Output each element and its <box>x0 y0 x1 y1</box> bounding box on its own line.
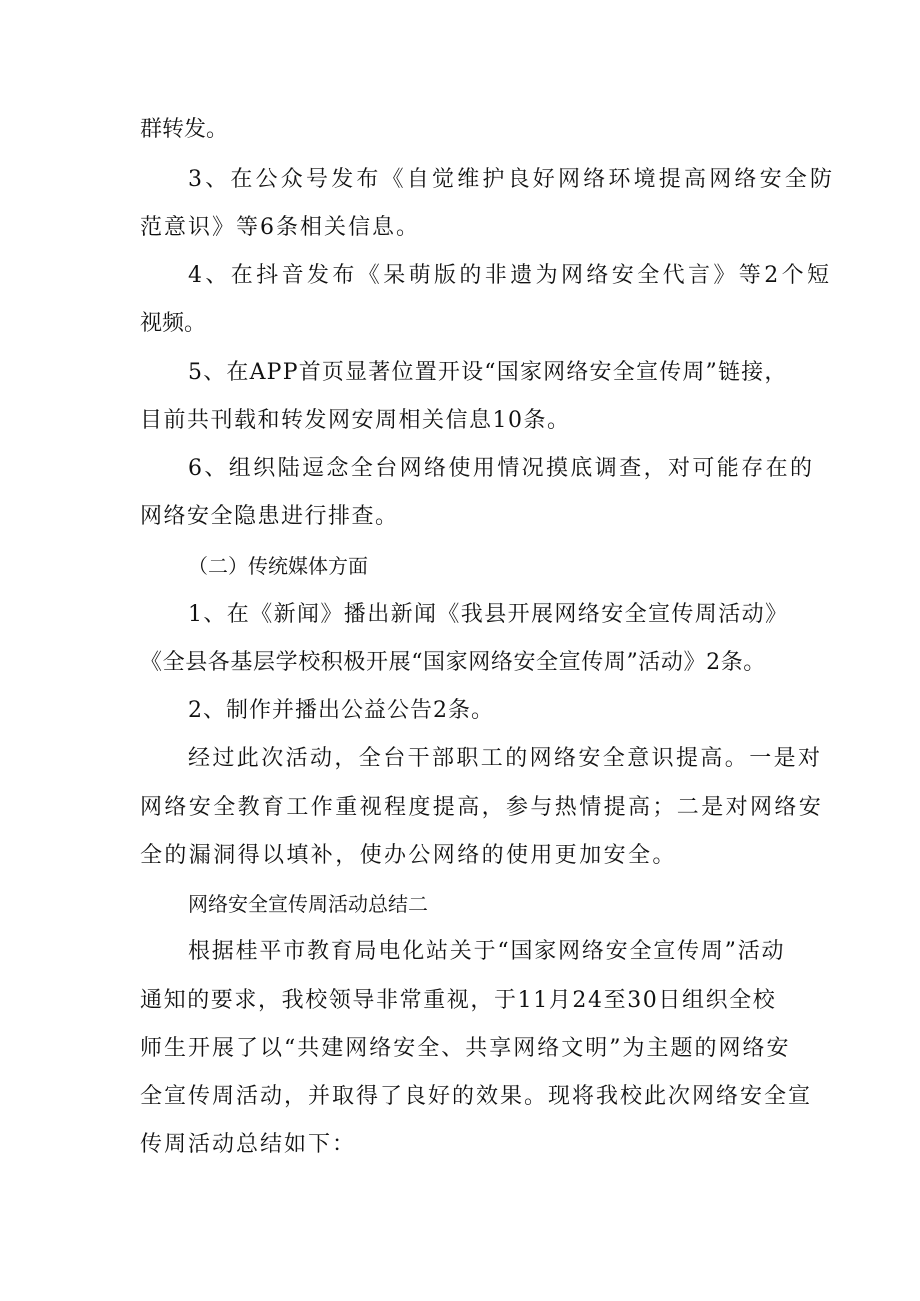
list-item-3-line-1: 3、在公众号发布《自觉维护良好网络环境提高网络安全防 <box>188 167 836 192</box>
list-item-4-line-2: 视频。 <box>140 311 207 336</box>
summary-paragraph-line-3: 全的漏洞得以填补，使办公网络的使用更加安全。 <box>140 843 677 868</box>
intro-paragraph-line-5: 传周活动总结如下： <box>140 1132 357 1157</box>
list-item-1-line-2: 《全县各基层学校积极开展“国家网络安全宣传周”活动》2条。 <box>140 650 766 675</box>
summary-paragraph-line-1: 经过此次活动，全台干部职工的网络安全意识提高。一是对 <box>188 746 823 771</box>
section-heading: （二）传统媒体方面 <box>188 554 368 578</box>
list-item-6-line-1: 6、组织陆逗念全台网络使用情况摸底调查，对可能存在的 <box>188 456 815 481</box>
list-item-5-line-1: 5、在APP首页显著位置开设“国家网络安全宣传周”链接， <box>188 360 788 385</box>
list-item-4-line-1: 4、在抖音发布《呆萌版的非遗为网络安全代言》等2个短 <box>188 263 833 288</box>
intro-paragraph-line-3: 师生开展了以“共建网络安全、共享网络文明”为主题的网络安 <box>140 1036 791 1061</box>
list-item-1-line-1: 1、在《新闻》播出新闻《我县开展网络安全宣传周活动》 <box>188 602 789 627</box>
intro-paragraph-line-1: 根据桂平市教育局电化站关于“国家网络安全宣传周”活动 <box>188 939 786 964</box>
summary-paragraph-line-2: 网络安全教育工作重视程度提高，参与热情提高；二是对网络安 <box>140 795 824 820</box>
list-item-3-line-2: 范意识》等6条相关信息。 <box>140 215 420 240</box>
section-title: 网络安全宣传周活动总结二 <box>188 892 428 916</box>
list-item-6-line-2: 网络安全隐患进行排查。 <box>140 504 399 529</box>
intro-paragraph-line-4: 全宣传周活动，并取得了良好的效果。现将我校此次网络安全宣 <box>140 1084 813 1109</box>
paragraph-line: 群转发。 <box>140 117 229 142</box>
intro-paragraph-line-2: 通知的要求，我校领导非常重视，于11月24至30日组织全校 <box>140 988 777 1013</box>
list-item-5-line-2: 目前共刊载和转发网安周相关信息10条。 <box>140 408 571 433</box>
list-item-2-line-1: 2、制作并播出公益公告2条。 <box>188 698 494 723</box>
